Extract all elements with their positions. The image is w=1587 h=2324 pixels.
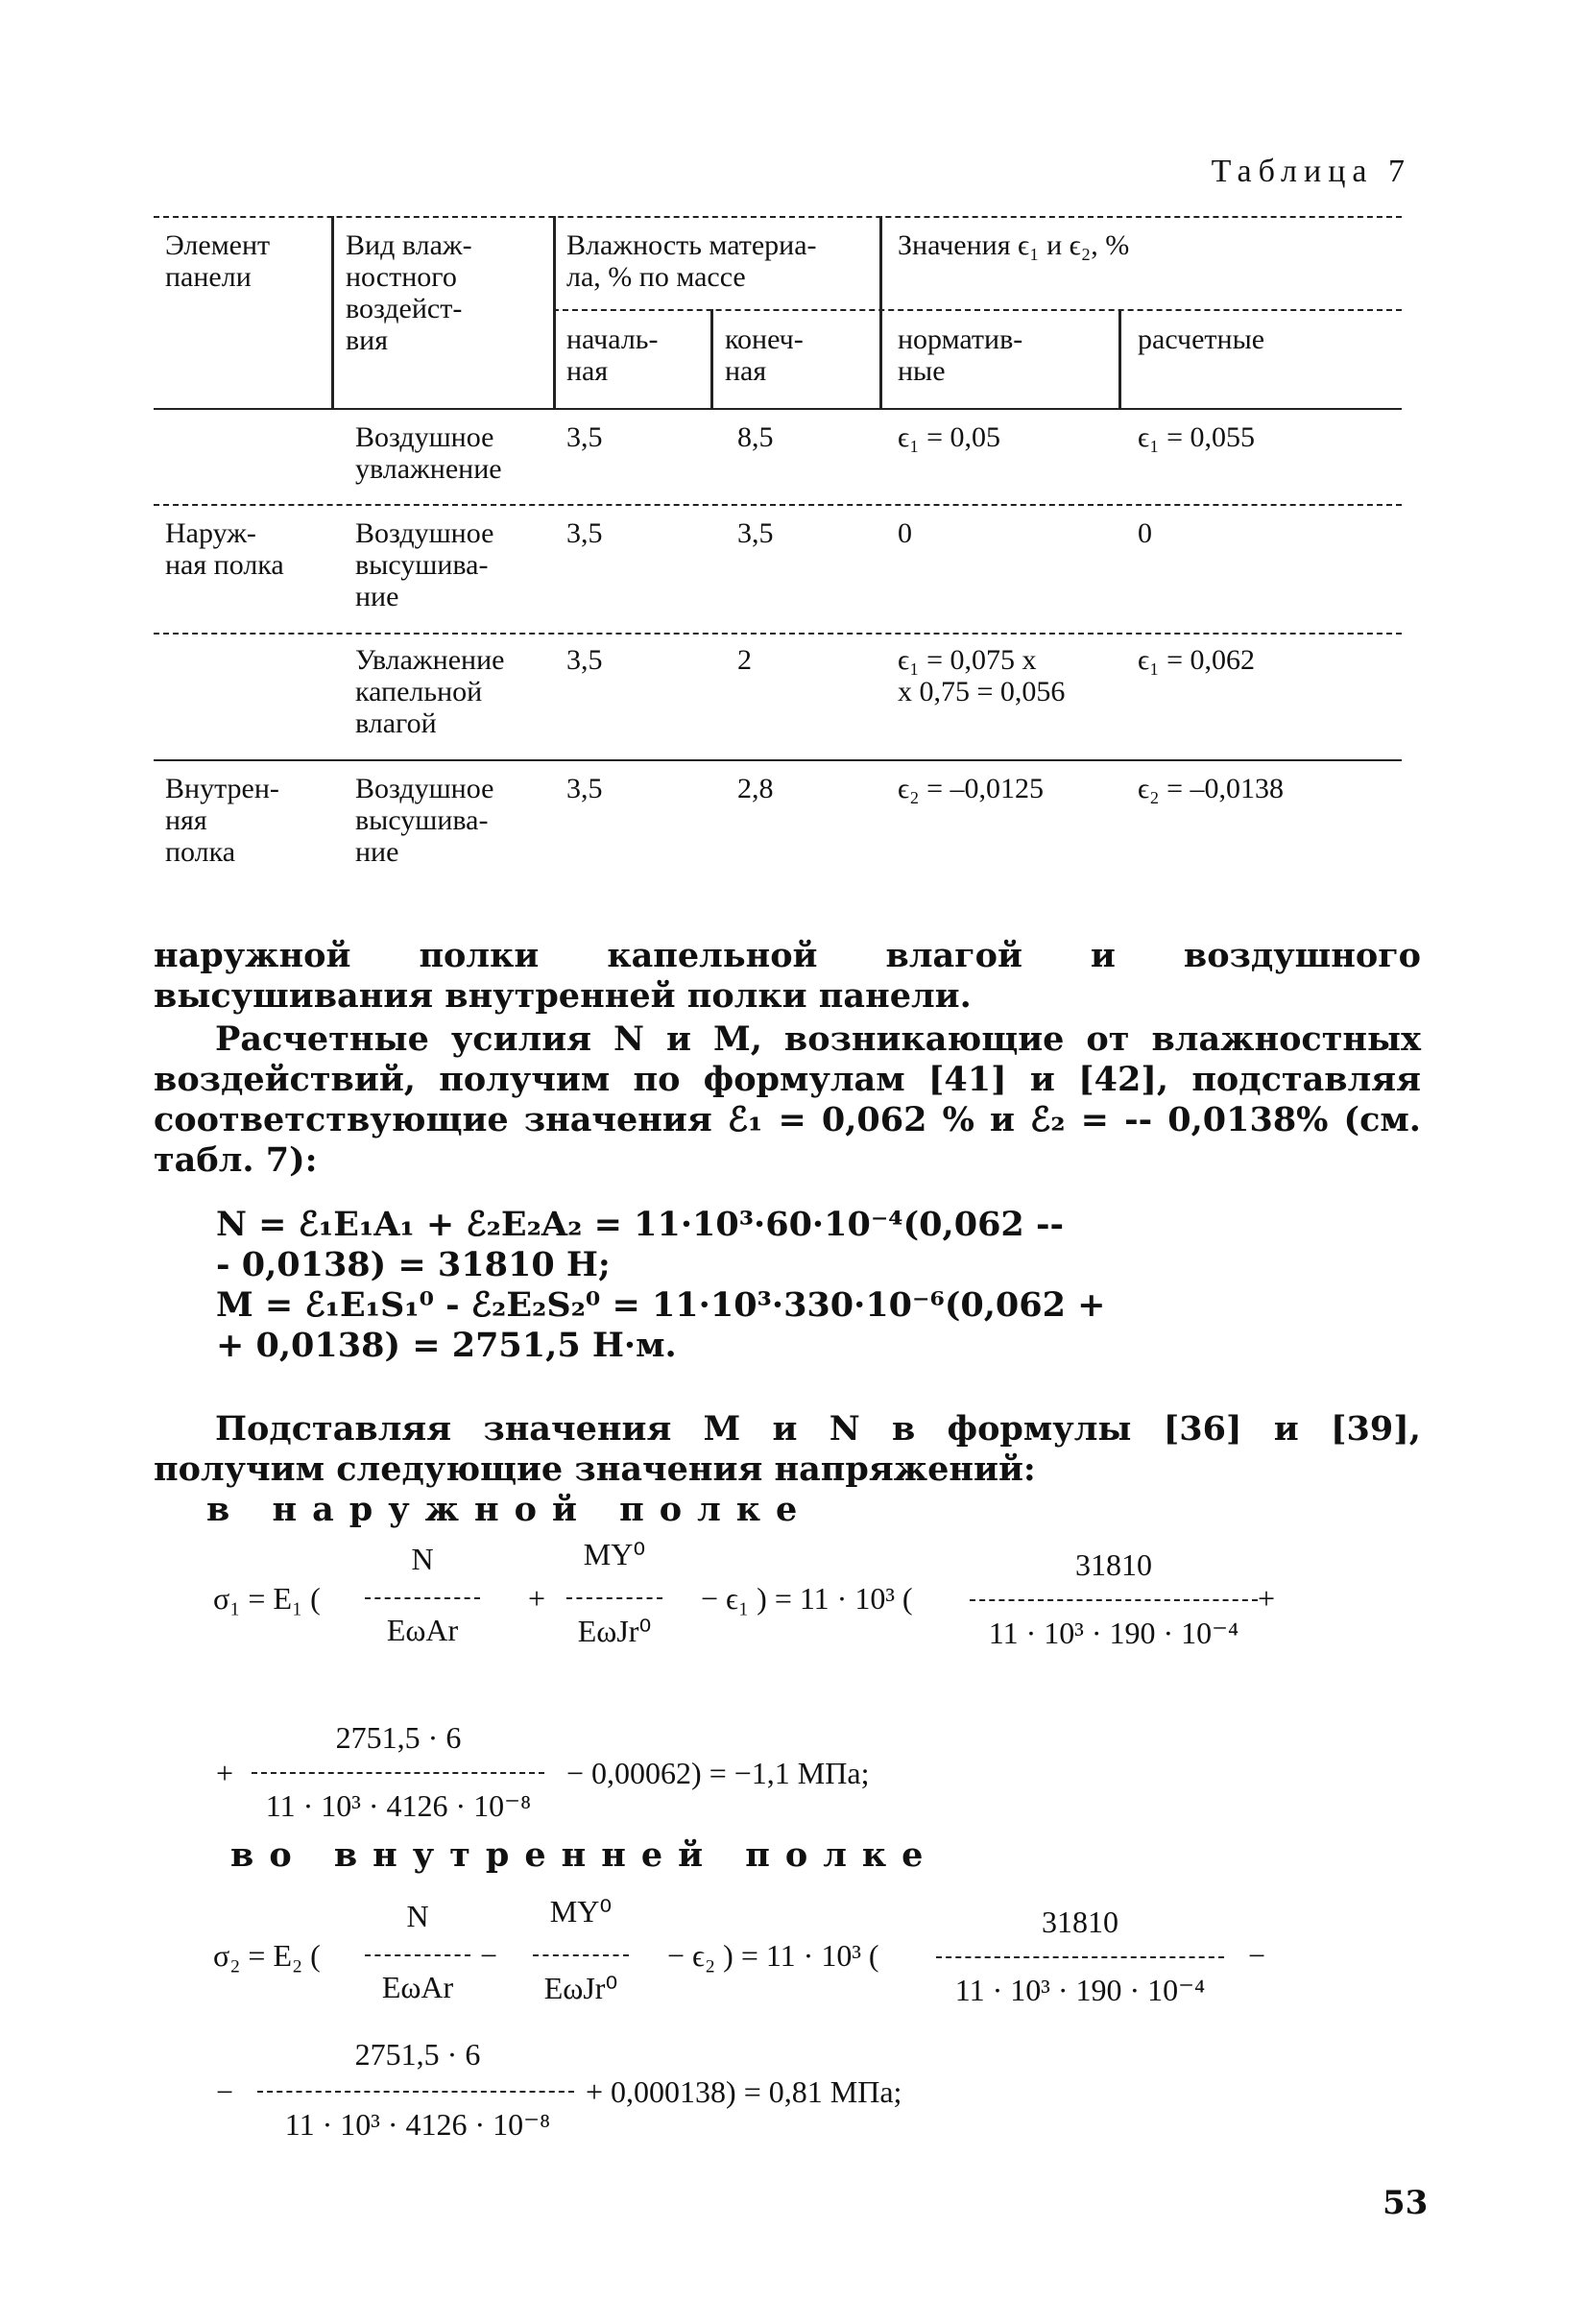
row4-element: Внутрен- няя полка: [165, 773, 279, 868]
eq2-lhs: σ₂ = E₂ (: [213, 1938, 321, 1973]
eq1-tail: +: [1258, 1581, 1276, 1616]
row4-end: 2,8: [737, 773, 774, 804]
eq1-t4-num: 2751,5 · 6: [335, 1720, 462, 1755]
paragraph-2: Расчетные усилия N и M, возникающие от влажностных воздействий, получим по формулам [41] и [42], подставляя соответствующие значения ℰ₁ = 0,062 % и ℰ₂ = -- 0,0138% (см. табл. 7):: [154, 1019, 1421, 1180]
eq2-t3-num: 31810: [1042, 1905, 1118, 1939]
eq2-tail: −: [1248, 1938, 1266, 1973]
row3-end: 2: [737, 644, 752, 676]
eq2-result: + 0,000138) = 0,81 МПа;: [586, 2074, 902, 2109]
row2-start: 3,5: [566, 517, 603, 549]
header-moisture-end: конеч- ная: [725, 323, 804, 387]
row2-end: 3,5: [737, 517, 774, 549]
row1-end: 8,5: [737, 421, 774, 453]
header-element: Элемент панели: [165, 229, 271, 293]
eq1-t1-num: N: [411, 1542, 434, 1576]
eq1-t2-den: EωJr⁰: [577, 1614, 652, 1648]
eq2-line2-lead: −: [216, 2074, 234, 2109]
paragraph-1: наружной полки капельной влагой и воздушного высушивания внутренней полки панели.: [154, 936, 1421, 1016]
eq2-t4-den: 11 · 10³ · 4126 · 10⁻⁸: [284, 2107, 551, 2142]
eq1-t4-den: 11 · 10³ · 4126 · 10⁻⁸: [265, 1788, 532, 1823]
eq1-plus: +: [528, 1581, 546, 1616]
eq1-t3-den: 11 · 10³ · 190 · 10⁻⁴: [988, 1616, 1239, 1650]
eq2-t2-num: MY⁰: [549, 1894, 613, 1929]
eq2-t4-num: 2751,5 · 6: [354, 2037, 481, 2072]
eq2-mid: − ϵ₂ ) = 11 · 10³ (: [667, 1938, 879, 1973]
row3-normative: ϵ₁ = 0,075 x x 0,75 = 0,056: [898, 644, 1066, 707]
row1-start: 3,5: [566, 421, 603, 453]
subheading-inner-flange: во внутренней полке: [230, 1835, 939, 1875]
row1-design: ϵ₁ = 0,055: [1138, 421, 1256, 453]
eq2-t1-den: EωAr: [381, 1970, 454, 2004]
formula-m-line2: + 0,0138) = 2751,5 Н·м.: [216, 1326, 677, 1365]
row2-design: 0: [1138, 517, 1152, 549]
header-moisture-start: началь- ная: [566, 323, 659, 387]
row4-normative: ϵ₂ = –0,0125: [898, 773, 1045, 804]
header-type: Вид влаж- ностного воздейст- вия: [346, 229, 472, 356]
row2-element: Наруж- ная полка: [165, 517, 284, 581]
eq2-t1-num: N: [406, 1899, 429, 1933]
eq1-lhs: σ₁ = E₁ (: [213, 1581, 321, 1616]
header-normative: норматив- ные: [898, 323, 1023, 387]
eq1-mid: − ϵ₁ ) = 11 · 10³ (: [701, 1581, 913, 1616]
header-design: расчетные: [1138, 323, 1265, 355]
eq2-t2-den: EωJr⁰: [543, 1971, 618, 2005]
eq2-t3-den: 11 · 10³ · 190 · 10⁻⁴: [954, 1973, 1206, 2007]
formula-n-line2: - 0,0138) = 31810 Н;: [216, 1245, 611, 1284]
row3-design: ϵ₁ = 0,062: [1138, 644, 1256, 676]
row1-normative: ϵ₁ = 0,05: [898, 421, 1001, 453]
row2-normative: 0: [898, 517, 912, 549]
eq1-t2-num: MY⁰: [583, 1537, 646, 1571]
row2-type: Воздушное высушива- ние: [355, 517, 494, 612]
paragraph-3: Подставляя значения M и N в формулы [36] и [39], получим следующие значения напряжений:: [154, 1409, 1421, 1489]
table-caption: Таблица 7: [1211, 154, 1411, 189]
formula-n-line1: N = ℰ₁E₁A₁ + ℰ₂E₂A₂ = 11·10³·60·10⁻⁴(0,062 --: [216, 1205, 1065, 1244]
moisture-table: [154, 216, 1402, 878]
eq1-t3-num: 31810: [1075, 1547, 1152, 1582]
header-moisture: Влажность материа- ла, % по массе: [566, 229, 817, 293]
subheading-outer-flange: в наружной полке: [206, 1490, 813, 1529]
row1-type: Воздушное увлажнение: [355, 421, 502, 485]
row4-start: 3,5: [566, 773, 603, 804]
eq2-minus: −: [480, 1938, 498, 1973]
formula-m-line1: M = ℰ₁E₁S₁⁰ - ℰ₂E₂S₂⁰ = 11·10³·330·10⁻⁶(0,062 +: [216, 1285, 1106, 1325]
row3-type: Увлажнение капельной влагой: [355, 644, 505, 739]
eq1-line2-lead: +: [216, 1756, 234, 1790]
eq1-t1-den: EωAr: [386, 1613, 459, 1647]
header-values: Значения ϵ₁ и ϵ₂, %: [898, 229, 1130, 261]
row4-design: ϵ₂ = –0,0138: [1138, 773, 1285, 804]
page-number: 53: [1383, 2184, 1429, 2222]
eq1-result: − 0,00062) = −1,1 МПа;: [566, 1756, 870, 1790]
row4-type: Воздушное высушива- ние: [355, 773, 494, 868]
row3-start: 3,5: [566, 644, 603, 676]
